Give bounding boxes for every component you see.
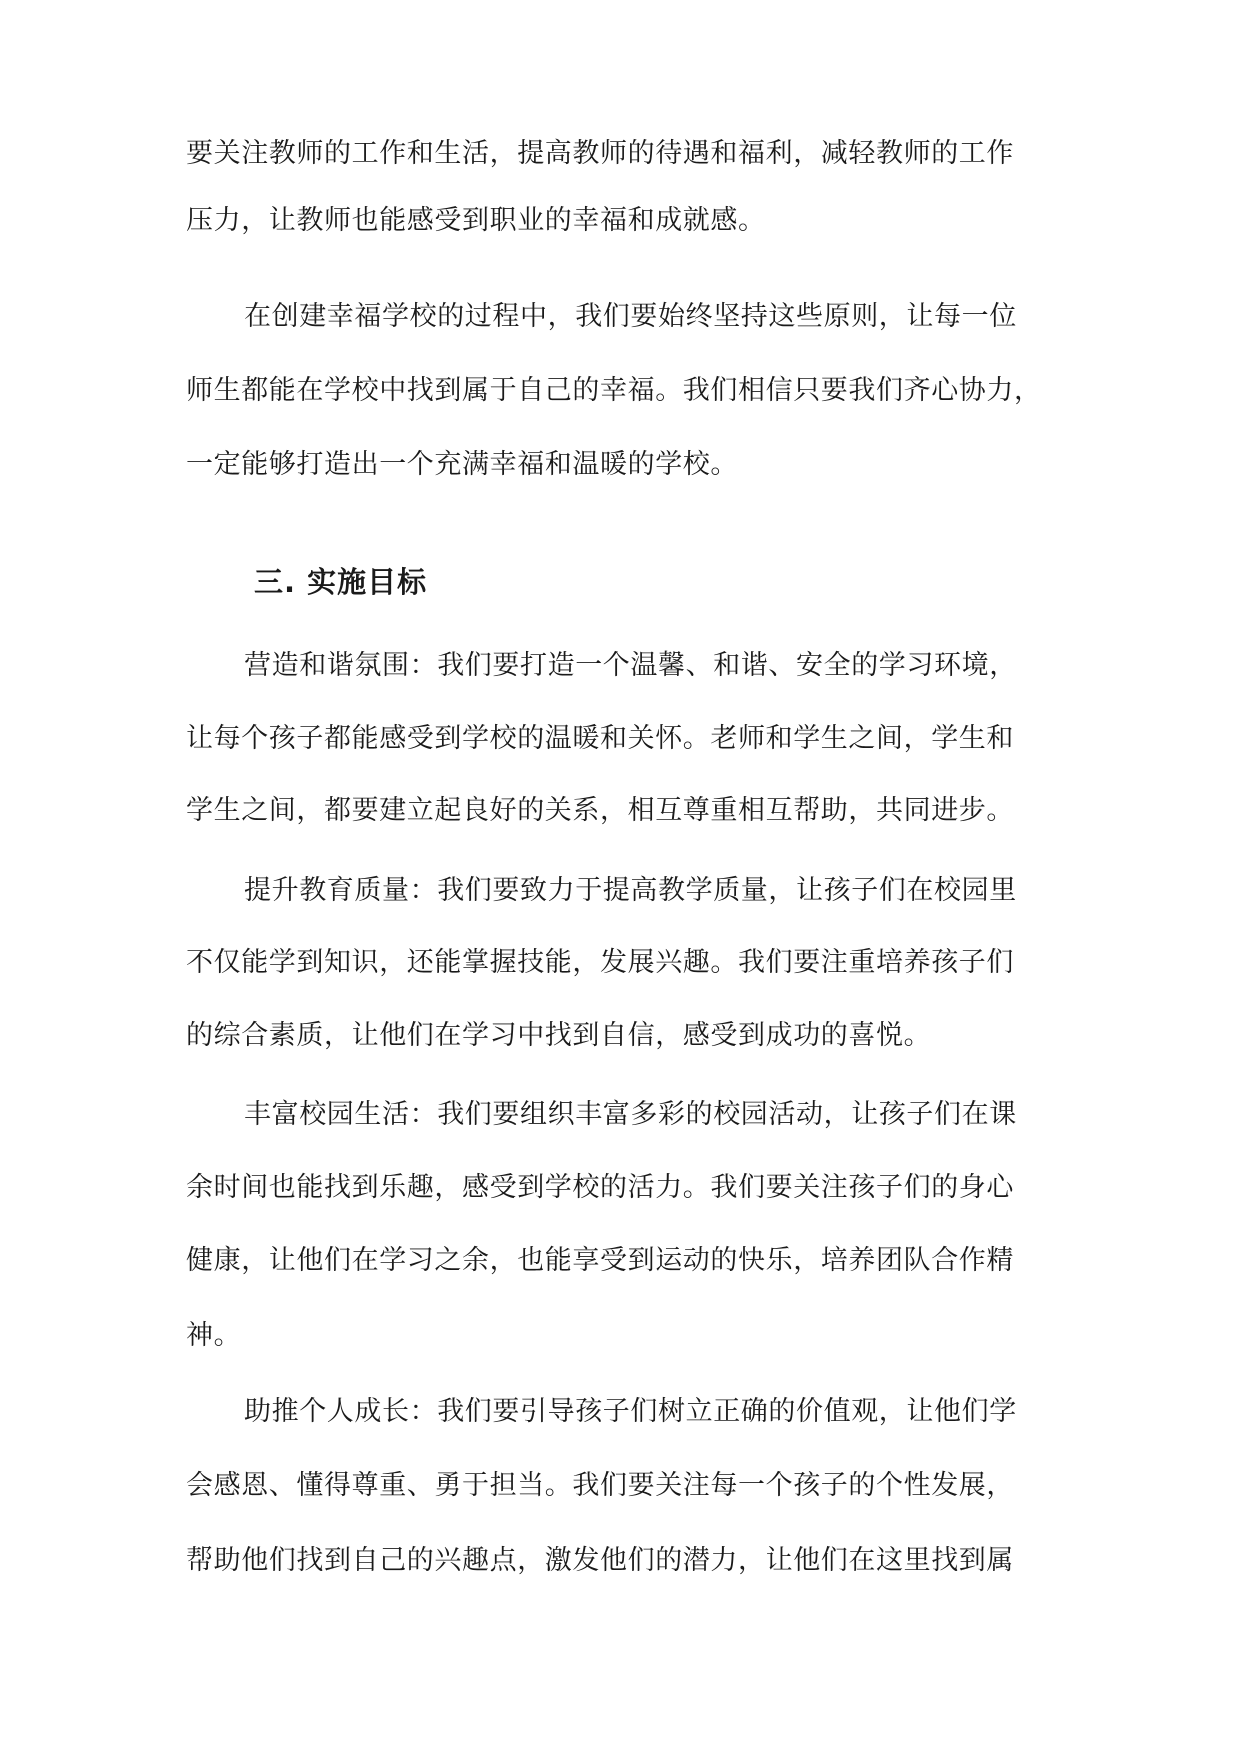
paragraph-line: 要关注教师的工作和生活，提高教师的待遇和福利，减轻教师的工作 <box>186 138 1014 169</box>
paragraph-line: 学生之间，都要建立起良好的关系，相互尊重相互帮助，共同进步。 <box>186 795 1014 826</box>
paragraph-line: 不仅能学到知识，还能掌握技能，发展兴趣。我们要注重培养孩子们 <box>186 947 1014 978</box>
paragraph-line: 让每个孩子都能感受到学校的温暖和关怀。老师和学生之间，学生和 <box>186 723 1014 754</box>
paragraph-line: 助推个人成长：我们要引导孩子们树立正确的价值观，让他们学 <box>244 1396 1017 1427</box>
paragraph-line: 余时间也能找到乐趣，感受到学校的活力。我们要关注孩子们的身心 <box>186 1172 1014 1203</box>
paragraph-line: 在创建幸福学校的过程中，我们要始终坚持这些原则，让每一位 <box>244 301 1017 332</box>
section-heading: 三. 实施目标 <box>254 565 428 599</box>
paragraph-line: 帮助他们找到自己的兴趣点，激发他们的潜力，让他们在这里找到属 <box>186 1545 1014 1576</box>
paragraph-line: 健康，让他们在学习之余，也能享受到运动的快乐，培养团队合作精 <box>186 1245 1014 1276</box>
paragraph-line: 提升教育质量：我们要致力于提高教学质量，让孩子们在校园里 <box>244 875 1017 906</box>
paragraph-line: 神。 <box>186 1320 242 1351</box>
paragraph-line: 丰富校园生活：我们要组织丰富多彩的校园活动，让孩子们在课 <box>244 1099 1017 1130</box>
paragraph-line: 会感恩、懂得尊重、勇于担当。我们要关注每一个孩子的个性发展， <box>186 1470 1014 1501</box>
paragraph-line: 压力，让教师也能感受到职业的幸福和成就感。 <box>186 205 766 236</box>
paragraph-line: 师生都能在学校中找到属于自己的幸福。我们相信只要我们齐心协力， <box>186 375 1042 406</box>
paragraph-line: 的综合素质，让他们在学习中找到自信，感受到成功的喜悦。 <box>186 1020 932 1051</box>
paragraph-line: 营造和谐氛围：我们要打造一个温馨、和谐、安全的学习环境， <box>244 650 1017 681</box>
paragraph-line: 一定能够打造出一个充满幸福和温暖的学校。 <box>186 449 738 480</box>
